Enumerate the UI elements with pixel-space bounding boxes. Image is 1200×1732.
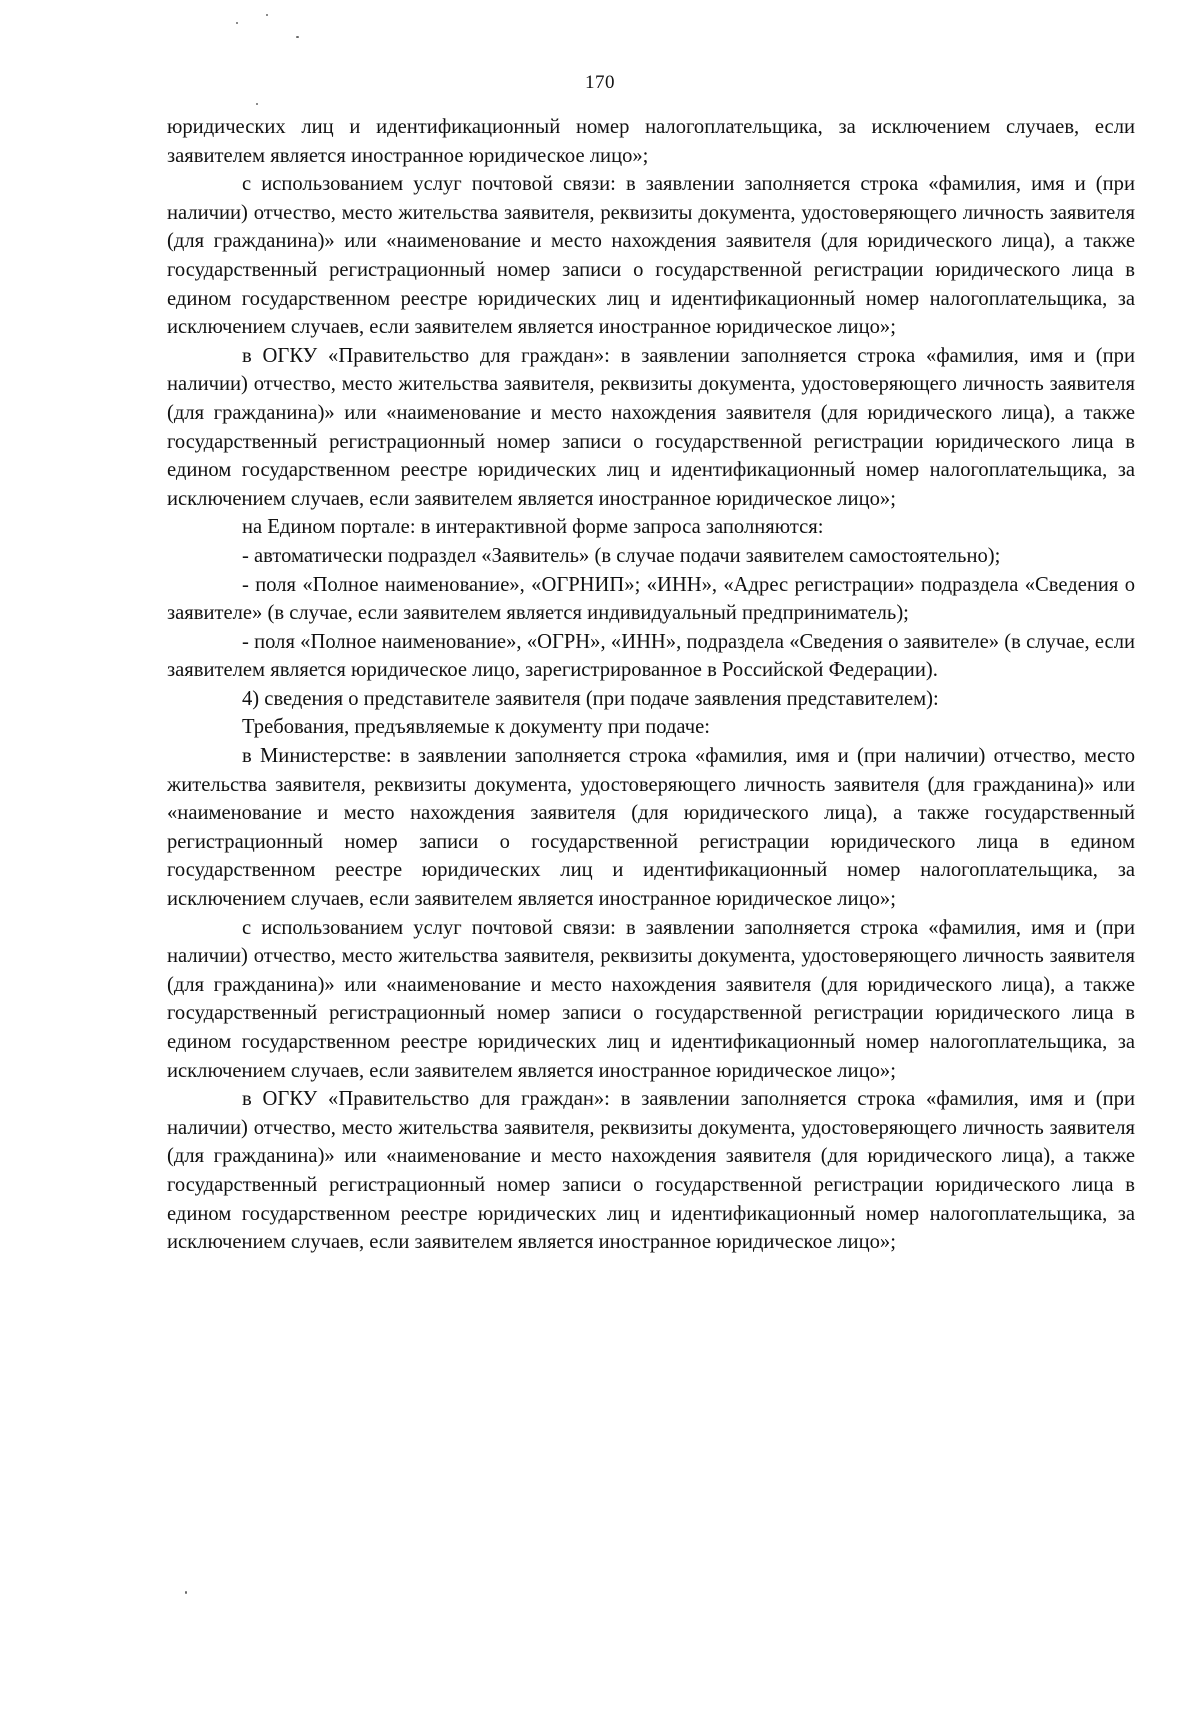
paragraph: в Министерстве: в заявлении заполняется строка «фамилия, имя и (при наличии) отчество, место жительства заявителя, реквизиты документа, удостоверяющего личность заявителя (для гражданина)» или «наименование и место нахождения заявителя (для юридического лица), а также государственный регистрационный номер записи о государственной регистрации юридического лица в едином государственном реестре юридических лиц и идентификационный номер налогоплательщика, за исключением случаев, если заявителем является иностранное юридическое лицо»; — [167, 745, 1135, 911]
paragraph: 4) сведения о представителе заявителя (при подаче заявления представителем): — [242, 687, 939, 710]
list-item: - поля «Полное наименование», «ОГРН», «ИНН», подраздела «Сведения о заявителе» (в случае, если заявителем является юридическое лицо, зарегистрированное в Российской Федерации). — [167, 630, 1135, 682]
paragraph: на Едином портале: в интерактивной форме запроса заполняются: — [242, 516, 824, 539]
list-item: - поля «Полное наименование», «ОГРНИП»; «ИНН», «Адрес регистрации» подраздела «Сведения о заявителе» (в случае, если заявителем является индивидуальный предприниматель); — [167, 573, 1135, 625]
paragraph: Требования, предъявляемые к документу при подаче: — [242, 716, 710, 739]
scan-speck — [256, 103, 258, 105]
page-number: 170 — [585, 72, 615, 93]
scan-speck — [236, 22, 238, 24]
scan-speck — [266, 14, 268, 16]
paragraph: с использованием услуг почтовой связи: в заявлении заполняется строка «фамилия, имя и (при наличии) отчество, место жительства заявителя, реквизиты документа, удостоверяющего личность заявителя (для гражданина)» или «наименование и место нахождения заявителя (для юридического лица), а также государственный регистрационный номер записи о государственной регистрации юридического лица в едином государственном реестре юридических лиц и идентификационный номер налогоплательщика, за исключением случаев, если заявителем является иностранное юридическое лицо»; — [167, 916, 1135, 1082]
paragraph: в ОГКУ «Правительство для граждан»: в заявлении заполняется строка «фамилия, имя и (при наличии) отчество, место жительства заявителя, реквизиты документа, удостоверяющего личность заявителя (для гражданина)» или «наименование и место нахождения заявителя (для юридического лица), а также государственный регистрационный номер записи о государственной регистрации юридического лица в едином государственном реестре юридических лиц и идентификационный номер налогоплательщика, за исключением случаев, если заявителем является иностранное юридическое лицо»; — [167, 344, 1135, 510]
scan-speck — [296, 36, 299, 38]
paragraph: юридических лиц и идентификационный номер налогоплательщика, за исключением случаев, если заявителем является иностранное юридическое лицо»; — [167, 116, 1135, 167]
document-body — [167, 113, 1135, 1257]
paragraph: с использованием услуг почтовой связи: в заявлении заполняется строка «фамилия, имя и (при наличии) отчество, место жительства заявителя, реквизиты документа, удостоверяющего личность заявителя (для гражданина)» или «наименование и место нахождения заявителя (для юридического лица), а также государственный регистрационный номер записи о государственной регистрации юридического лица в едином государственном реестре юридических лиц и идентификационный номер налогоплательщика, за исключением случаев, если заявителем является иностранное юридическое лицо»; — [167, 173, 1135, 339]
scan-speck — [185, 1591, 187, 1594]
list-item: - автоматически подраздел «Заявитель» (в случае подачи заявителем самостоятельно); — [242, 544, 1001, 567]
paragraph: в ОГКУ «Правительство для граждан»: в заявлении заполняется строка «фамилия, имя и (при наличии) отчество, место жительства заявителя, реквизиты документа, удостоверяющего личность заявителя (для гражданина)» или «наименование и место нахождения заявителя (для юридического лица), а также государственный регистрационный номер записи о государственной регистрации юридического лица в едином государственном реестре юридических лиц и идентификационный номер налогоплательщика, за исключением случаев, если заявителем является иностранное юридическое лицо»; — [167, 1088, 1135, 1254]
